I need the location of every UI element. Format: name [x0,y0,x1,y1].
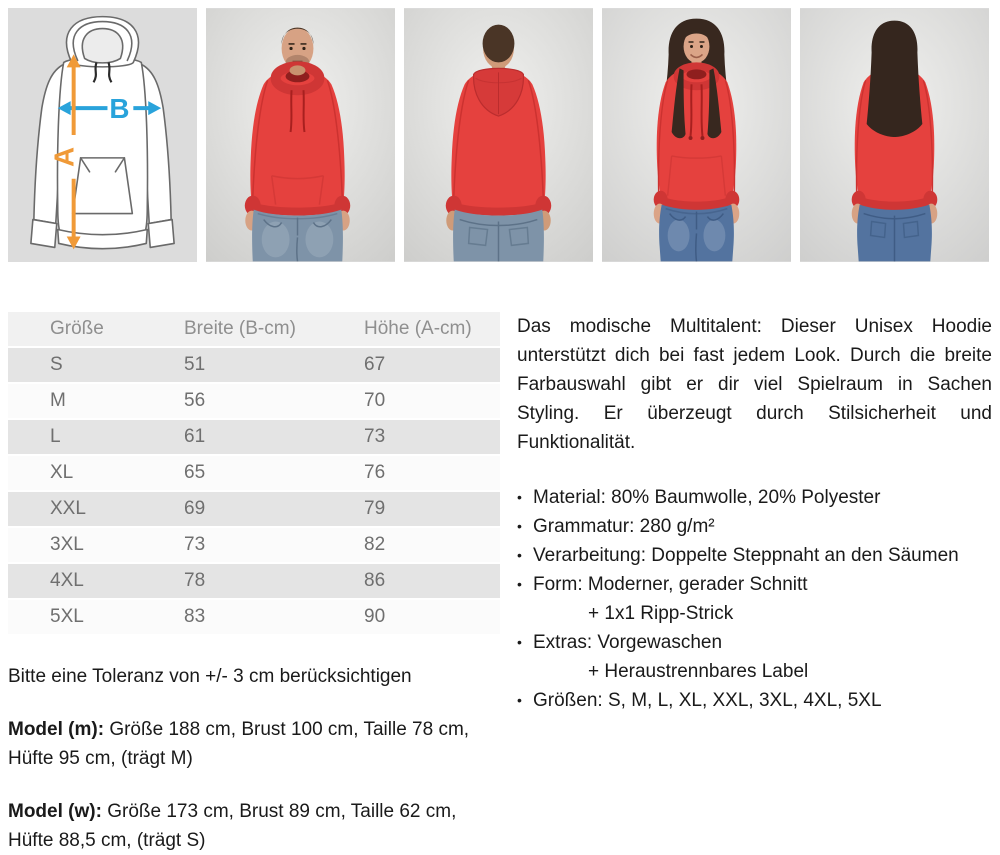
model-m-label: Model (m): [8,719,105,740]
column-hoehe: Höhe (A-cm) [363,312,500,346]
feature-item: • Extras: Vorgewaschen [517,628,992,657]
product-image-gallery [0,0,1000,270]
model-m-note [8,715,493,773]
size-table-row: 3XL 73 82 [8,528,500,562]
size-table-header-row [8,312,500,346]
feature-item: + 1x1 Ripp-Strick [588,603,734,624]
bullet-icon: • [517,547,522,563]
size-table-row: L 61 73 [8,420,500,454]
tolerance-note: Bitte eine Toleranz von +/- 3 cm berücksichtigen [8,666,412,687]
bullet-icon: • [517,634,522,650]
model-w-text: Größe 173 cm, Brust 89 cm, Taille 62 cm, Hüfte 88,5 cm, (trägt S) [8,801,457,851]
product-description: Das modische Multitalent: Dieser Unisex Hoodie unterstützt dich bei fast jedem Look. Durch die breite Farbauswahl gibt er dir viel Spielraum in Sachen Styling. Er überzeugt durch Stilsicherheit und Funktionalität. [517,316,992,453]
feature-list [517,483,992,715]
label-a: A [48,146,80,167]
size-table-row: M 56 70 [8,384,500,418]
size-table-row: XL 65 76 [8,456,500,490]
model-w-note [8,797,493,855]
model-w-label: Model (w): [8,801,102,822]
bullet-icon: • [517,692,522,708]
model-m-text: Größe 188 cm, Brust 100 cm, Taille 78 cm, Hüfte 95 cm, (trägt M) [8,719,470,769]
hair [867,21,923,137]
size-table-row: 4XL 78 86 [8,564,500,598]
label-b: B [109,93,130,125]
male-front-svg [206,8,395,262]
feature-item: • Größen: S, M, L, XL, XXL, 3XL, 4XL, 5XL [517,686,992,715]
feature-item: • Grammatur: 280 g/m² [517,512,992,541]
photo-male-model-back[interactable] [404,8,593,262]
photo-female-model-front[interactable] [602,8,791,262]
size-info-column [8,310,500,855]
bullet-icon: • [517,489,522,505]
column-breite: Breite (B-cm) [183,312,363,346]
female-back-svg [800,8,989,262]
product-details [0,310,1000,855]
column-groesse: Größe [8,312,183,346]
bullet-icon: • [517,576,522,592]
size-table-body [8,348,500,634]
photo-female-model-back[interactable] [800,8,989,262]
male-back-svg [404,8,593,262]
size-table-row: XXL 69 79 [8,492,500,526]
size-table-row: 5XL 83 90 [8,600,500,634]
female-front-svg [602,8,791,262]
feature-item: • Form: Moderner, gerader Schnitt [517,570,992,599]
size-table-row: S 51 67 [8,348,500,382]
size-diagram-thumbnail[interactable] [8,8,197,262]
size-table [8,310,500,636]
bullet-icon: • [517,518,522,534]
feature-item: + Heraustrennbares Label [588,661,809,682]
size-diagram-svg [8,8,197,262]
photo-male-model-front[interactable] [206,8,395,262]
feature-item: • Verarbeitung: Doppelte Steppnaht an den Säumen [517,541,992,570]
feature-item: • Material: 80% Baumwolle, 20% Polyester [517,483,992,512]
description-column [517,310,992,715]
